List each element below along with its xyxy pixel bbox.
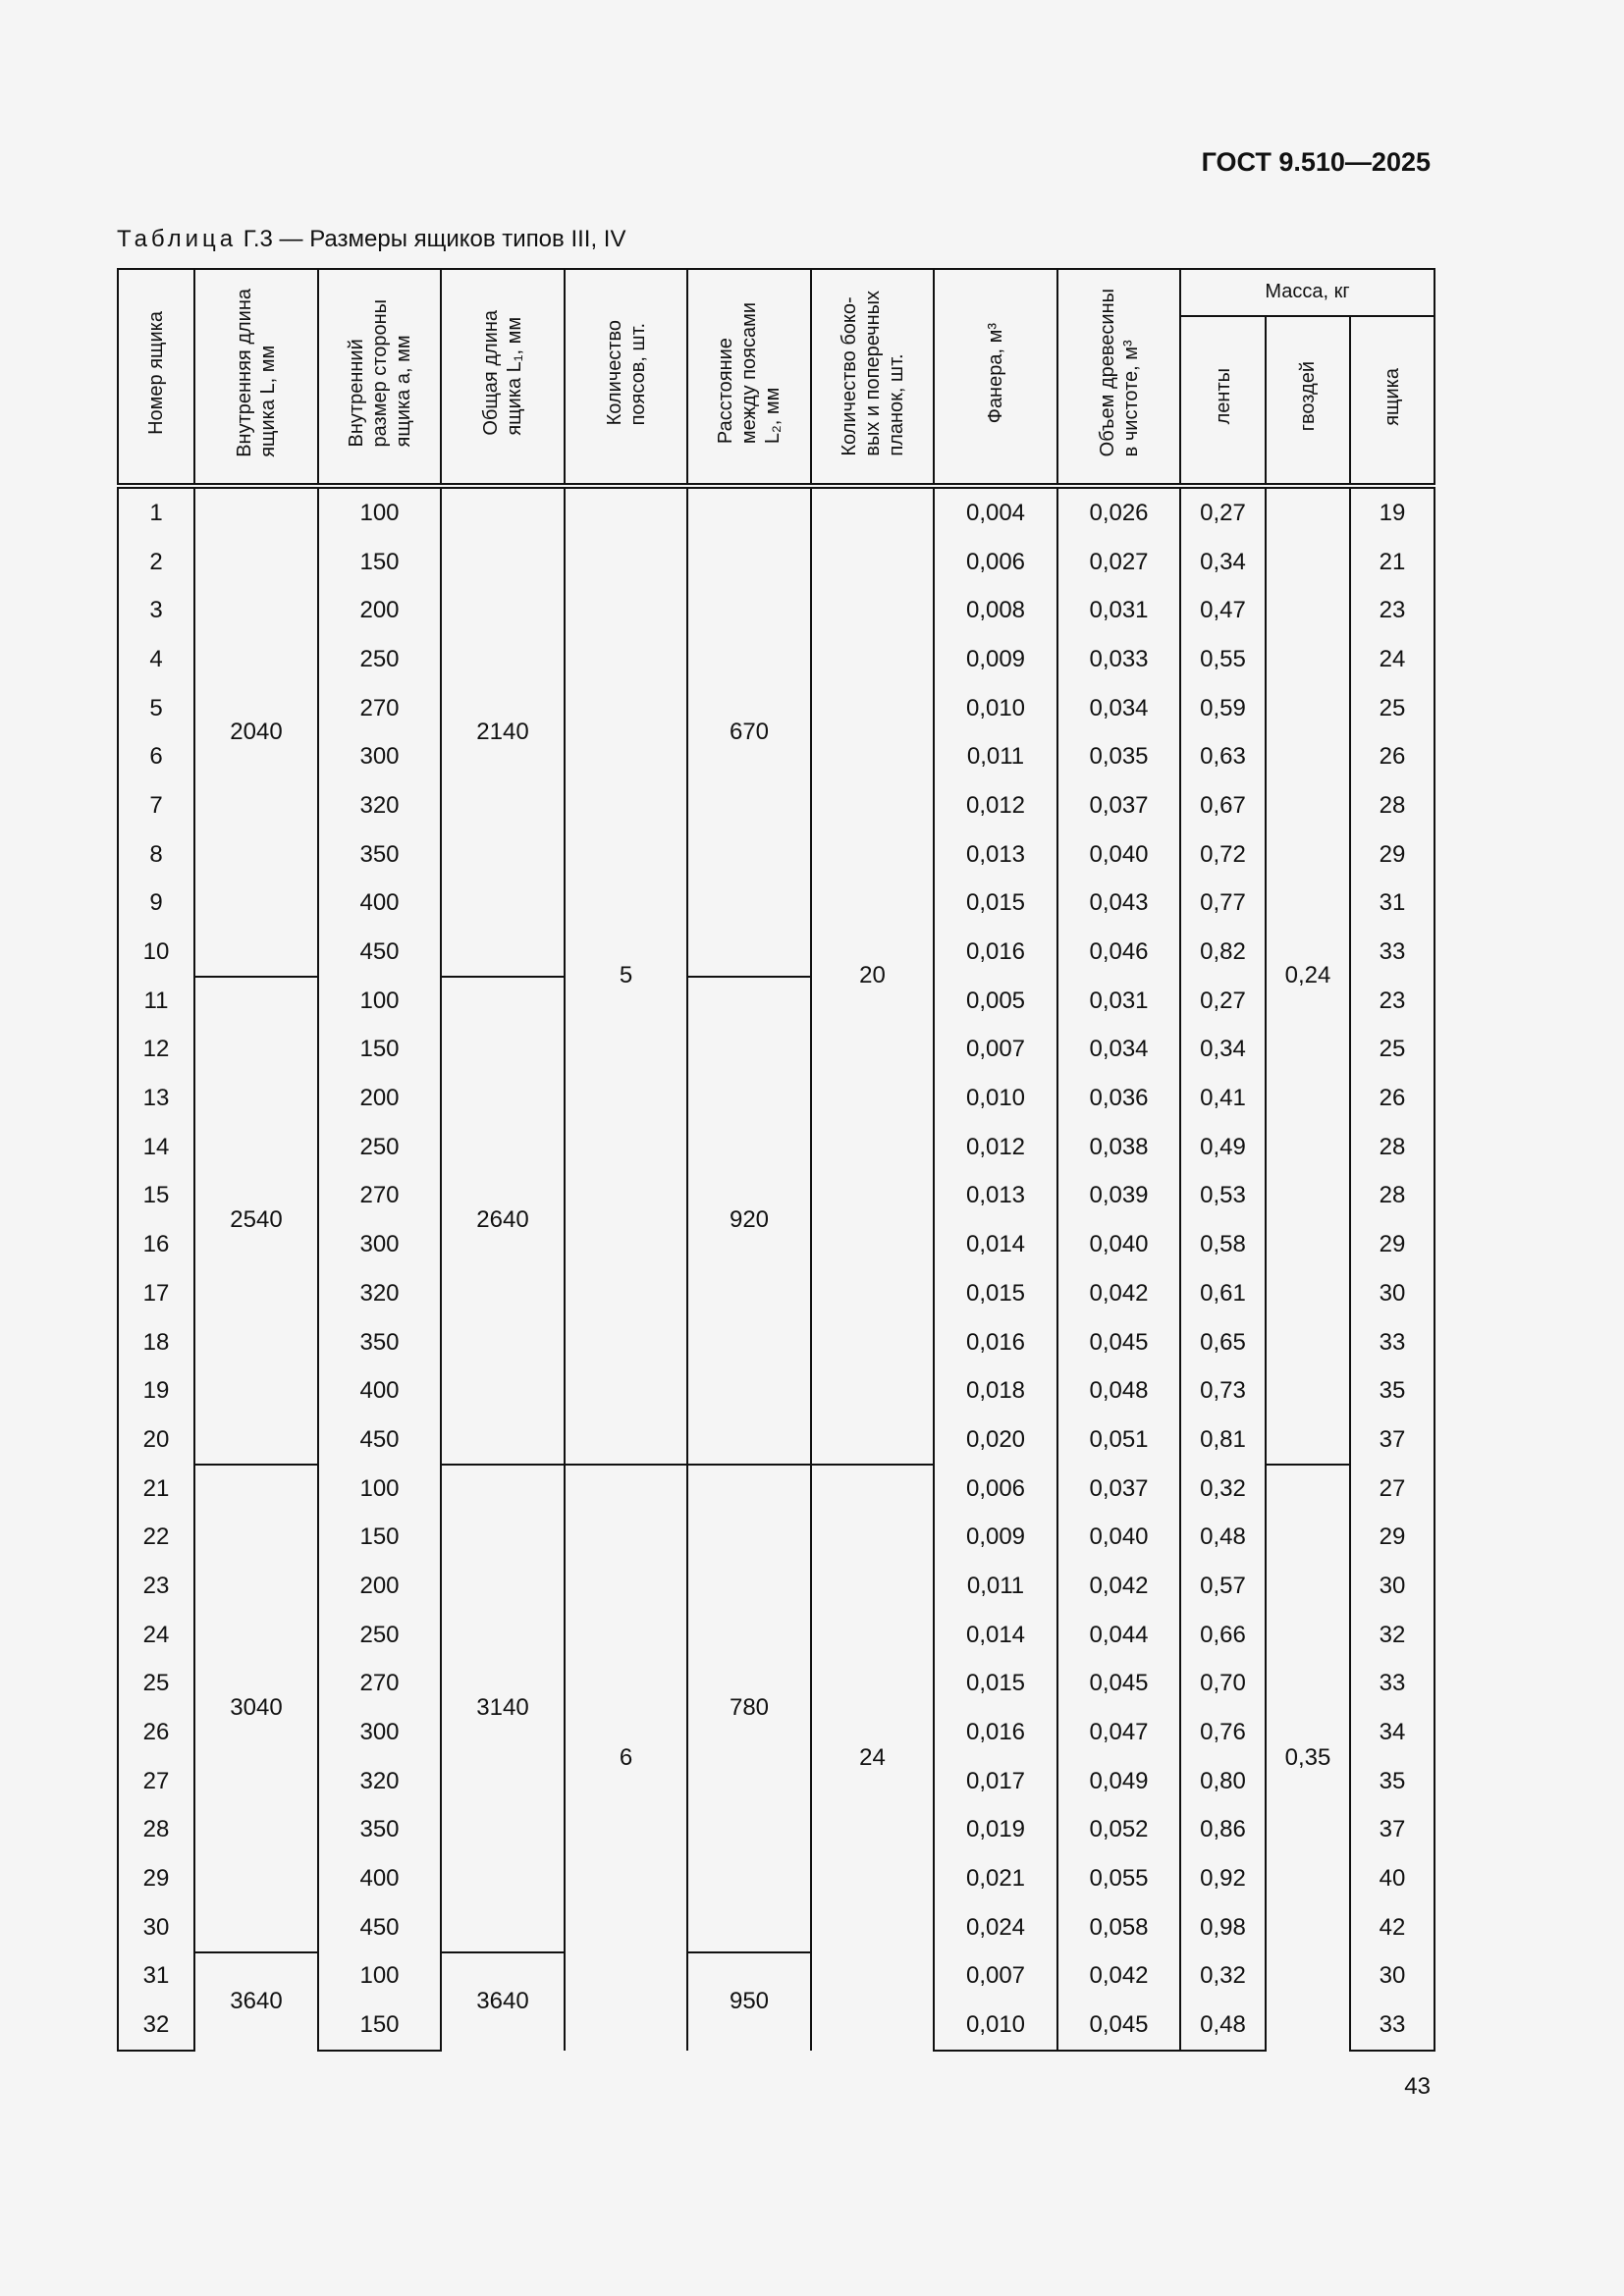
inner-side-cell: 350 [318,830,441,880]
tape-mass-cell: 0,98 [1180,1903,1266,1952]
plywood-cell: 0,011 [934,1562,1057,1611]
wood-volume-cell: 0,040 [1057,1513,1180,1562]
inner-side-cell: 150 [318,1513,441,1562]
table-row [118,977,1435,1026]
tape-mass-cell: 0,67 [1180,781,1266,830]
box-number-cell: 1 [118,486,194,538]
wood-volume-cell: 0,037 [1057,1465,1180,1514]
wood-volume-cell: 0,048 [1057,1366,1180,1415]
plywood-cell: 0,004 [934,486,1057,538]
inner-side-cell: 400 [318,880,441,929]
inner-side-cell: 100 [318,486,441,538]
inner-side-cell: 400 [318,1854,441,1903]
plywood-cell: 0,009 [934,1513,1057,1562]
tape-mass-cell: 0,32 [1180,1465,1266,1514]
col-header-inner-length: Внутренняя длина ящика L, мм [194,269,318,486]
col-header-belt-distance: Расстояние между поясами L₂, мм [687,269,811,486]
box-mass-cell: 25 [1350,1026,1435,1075]
inner-side-cell: 450 [318,1415,441,1465]
plywood-cell: 0,015 [934,1269,1057,1318]
box-mass-cell: 30 [1350,1562,1435,1611]
col-header-nomer: Номер ящика [118,269,194,486]
box-mass-cell: 25 [1350,684,1435,733]
wood-volume-cell: 0,036 [1057,1074,1180,1123]
plywood-cell: 0,016 [934,928,1057,977]
box-number-cell: 3 [118,586,194,635]
wood-volume-cell: 0,051 [1057,1415,1180,1465]
plywood-cell: 0,009 [934,635,1057,684]
wood-volume-cell: 0,043 [1057,880,1180,929]
box-mass-cell: 32 [1350,1611,1435,1660]
table-body [118,486,1435,2051]
tape-mass-cell: 0,58 [1180,1220,1266,1269]
inner-side-cell: 320 [318,1269,441,1318]
box-number-cell: 31 [118,1952,194,2002]
box-number-cell: 25 [118,1660,194,1709]
inner-side-cell: 250 [318,1123,441,1172]
box-number-cell: 18 [118,1318,194,1367]
box-mass-cell: 34 [1350,1708,1435,1757]
col-header-wood-volume: Объем древесины в чистоте, м³ [1057,269,1180,486]
box-mass-cell: 33 [1350,1660,1435,1709]
box-number-cell: 6 [118,732,194,781]
total-length-cell: 3640 [441,1952,565,2051]
box-number-cell: 7 [118,781,194,830]
tape-mass-cell: 0,55 [1180,635,1266,684]
box-number-cell: 2 [118,538,194,587]
wood-volume-cell: 0,026 [1057,486,1180,538]
plywood-cell: 0,017 [934,1757,1057,1806]
wood-volume-cell: 0,037 [1057,781,1180,830]
total-length-cell: 2140 [441,486,565,977]
plywood-cell: 0,012 [934,781,1057,830]
inner-length-cell: 3040 [194,1465,318,1952]
slats-count-cell: 24 [811,1465,934,2051]
inner-side-cell: 200 [318,586,441,635]
wood-volume-cell: 0,046 [1057,928,1180,977]
wood-volume-cell: 0,042 [1057,1952,1180,2002]
table-caption-text: Г.3 — Размеры ящиков типов III, IV [243,226,626,252]
col-header-plywood: Фанера, м³ [934,269,1057,486]
inner-side-cell: 350 [318,1318,441,1367]
tape-mass-cell: 0,32 [1180,1952,1266,2002]
box-number-cell: 4 [118,635,194,684]
wood-volume-cell: 0,034 [1057,1026,1180,1075]
boxes-table [117,268,1435,2052]
box-mass-cell: 33 [1350,1318,1435,1367]
inner-side-cell: 300 [318,732,441,781]
nails-mass-cell: 0,35 [1266,1465,1350,2051]
wood-volume-cell: 0,055 [1057,1854,1180,1903]
tape-mass-cell: 0,49 [1180,1123,1266,1172]
plywood-cell: 0,015 [934,1660,1057,1709]
total-length-cell: 2640 [441,977,565,1465]
tape-mass-cell: 0,72 [1180,830,1266,880]
col-header-mass: Масса, кг [1180,269,1435,316]
tape-mass-cell: 0,77 [1180,880,1266,929]
tape-mass-cell: 0,34 [1180,538,1266,587]
tape-mass-cell: 0,34 [1180,1026,1266,1075]
inner-side-cell: 270 [318,684,441,733]
belts-count-cell: 5 [565,486,687,1465]
inner-side-cell: 320 [318,781,441,830]
col-header-mass-box: ящика [1350,316,1435,486]
plywood-cell: 0,013 [934,830,1057,880]
box-number-cell: 26 [118,1708,194,1757]
inner-side-cell: 300 [318,1708,441,1757]
tape-mass-cell: 0,63 [1180,732,1266,781]
table-caption-prefix: Таблица [117,226,238,252]
wood-volume-cell: 0,034 [1057,684,1180,733]
wood-volume-cell: 0,042 [1057,1269,1180,1318]
plywood-cell: 0,006 [934,1465,1057,1514]
wood-volume-cell: 0,058 [1057,1903,1180,1952]
plywood-cell: 0,007 [934,1952,1057,2002]
tape-mass-cell: 0,48 [1180,1513,1266,1562]
wood-volume-cell: 0,045 [1057,1660,1180,1709]
col-header-total-length: Общая длина ящика L₁, мм [441,269,565,486]
box-number-cell: 14 [118,1123,194,1172]
inner-side-cell: 150 [318,2001,441,2051]
plywood-cell: 0,014 [934,1220,1057,1269]
box-mass-cell: 33 [1350,2001,1435,2051]
inner-side-cell: 250 [318,1611,441,1660]
plywood-cell: 0,019 [934,1806,1057,1855]
table-row [118,1952,1435,2002]
wood-volume-cell: 0,027 [1057,538,1180,587]
box-mass-cell: 30 [1350,1952,1435,2002]
box-mass-cell: 28 [1350,1123,1435,1172]
wood-volume-cell: 0,035 [1057,732,1180,781]
box-mass-cell: 37 [1350,1415,1435,1465]
tape-mass-cell: 0,82 [1180,928,1266,977]
box-number-cell: 8 [118,830,194,880]
tape-mass-cell: 0,92 [1180,1854,1266,1903]
box-number-cell: 9 [118,880,194,929]
col-header-slats-count: Количество боко- вых и поперечных планок, шт. [811,269,934,486]
box-mass-cell: 19 [1350,486,1435,538]
inner-side-cell: 200 [318,1074,441,1123]
col-header-mass-tape: ленты [1180,316,1266,486]
box-mass-cell: 42 [1350,1903,1435,1952]
tape-mass-cell: 0,65 [1180,1318,1266,1367]
belts-count-cell: 6 [565,1465,687,2051]
tape-mass-cell: 0,59 [1180,684,1266,733]
total-length-cell: 3140 [441,1465,565,1952]
plywood-cell: 0,016 [934,1318,1057,1367]
box-number-cell: 22 [118,1513,194,1562]
plywood-cell: 0,010 [934,1074,1057,1123]
inner-side-cell: 400 [318,1366,441,1415]
plywood-cell: 0,015 [934,880,1057,929]
tape-mass-cell: 0,81 [1180,1415,1266,1465]
wood-volume-cell: 0,040 [1057,830,1180,880]
plywood-cell: 0,005 [934,977,1057,1026]
tape-mass-cell: 0,47 [1180,586,1266,635]
box-number-cell: 11 [118,977,194,1026]
box-number-cell: 30 [118,1903,194,1952]
plywood-cell: 0,024 [934,1903,1057,1952]
tape-mass-cell: 0,80 [1180,1757,1266,1806]
inner-side-cell: 100 [318,1465,441,1514]
tape-mass-cell: 0,66 [1180,1611,1266,1660]
table-row [118,1465,1435,1514]
box-mass-cell: 31 [1350,880,1435,929]
table-row [118,486,1435,538]
wood-volume-cell: 0,031 [1057,977,1180,1026]
wood-volume-cell: 0,045 [1057,2001,1180,2051]
wood-volume-cell: 0,044 [1057,1611,1180,1660]
wood-volume-cell: 0,045 [1057,1318,1180,1367]
tape-mass-cell: 0,70 [1180,1660,1266,1709]
box-number-cell: 32 [118,2001,194,2051]
box-mass-cell: 35 [1350,1366,1435,1415]
inner-side-cell: 450 [318,928,441,977]
inner-side-cell: 450 [318,1903,441,1952]
box-mass-cell: 29 [1350,1513,1435,1562]
box-mass-cell: 33 [1350,928,1435,977]
box-number-cell: 27 [118,1757,194,1806]
tape-mass-cell: 0,61 [1180,1269,1266,1318]
plywood-cell: 0,011 [934,732,1057,781]
box-mass-cell: 26 [1350,1074,1435,1123]
box-mass-cell: 26 [1350,732,1435,781]
box-number-cell: 17 [118,1269,194,1318]
plywood-cell: 0,006 [934,538,1057,587]
box-number-cell: 29 [118,1854,194,1903]
nails-mass-cell: 0,24 [1266,486,1350,1465]
belt-distance-cell: 920 [687,977,811,1465]
box-number-cell: 10 [118,928,194,977]
box-mass-cell: 35 [1350,1757,1435,1806]
table-caption [117,226,625,253]
plywood-cell: 0,010 [934,2001,1057,2051]
wood-volume-cell: 0,047 [1057,1708,1180,1757]
belt-distance-cell: 670 [687,486,811,977]
col-header-mass-nails: гвоздей [1266,316,1350,486]
slats-count-cell: 20 [811,486,934,1465]
tape-mass-cell: 0,76 [1180,1708,1266,1757]
plywood-cell: 0,010 [934,684,1057,733]
wood-volume-cell: 0,033 [1057,635,1180,684]
wood-volume-cell: 0,040 [1057,1220,1180,1269]
plywood-cell: 0,020 [934,1415,1057,1465]
box-mass-cell: 23 [1350,586,1435,635]
box-mass-cell: 28 [1350,781,1435,830]
box-number-cell: 13 [118,1074,194,1123]
col-header-belts-count: Количество поясов, шт. [565,269,687,486]
plywood-cell: 0,018 [934,1366,1057,1415]
plywood-cell: 0,008 [934,586,1057,635]
inner-side-cell: 350 [318,1806,441,1855]
box-number-cell: 19 [118,1366,194,1415]
inner-side-cell: 270 [318,1660,441,1709]
plywood-cell: 0,012 [934,1123,1057,1172]
box-mass-cell: 40 [1350,1854,1435,1903]
tape-mass-cell: 0,53 [1180,1172,1266,1221]
inner-side-cell: 200 [318,1562,441,1611]
box-number-cell: 21 [118,1465,194,1514]
wood-volume-cell: 0,038 [1057,1123,1180,1172]
tape-mass-cell: 0,57 [1180,1562,1266,1611]
tape-mass-cell: 0,41 [1180,1074,1266,1123]
inner-side-cell: 100 [318,977,441,1026]
inner-length-cell: 2040 [194,486,318,977]
inner-side-cell: 250 [318,635,441,684]
box-mass-cell: 29 [1350,830,1435,880]
col-header-inner-side: Внутренний размер стороны ящика a, мм [318,269,441,486]
tape-mass-cell: 0,86 [1180,1806,1266,1855]
tape-mass-cell: 0,73 [1180,1366,1266,1415]
tape-mass-cell: 0,48 [1180,2001,1266,2051]
box-number-cell: 15 [118,1172,194,1221]
box-mass-cell: 37 [1350,1806,1435,1855]
wood-volume-cell: 0,042 [1057,1562,1180,1611]
box-mass-cell: 23 [1350,977,1435,1026]
box-number-cell: 12 [118,1026,194,1075]
wood-volume-cell: 0,039 [1057,1172,1180,1221]
box-number-cell: 5 [118,684,194,733]
belt-distance-cell: 950 [687,1952,811,2051]
box-number-cell: 16 [118,1220,194,1269]
inner-side-cell: 150 [318,538,441,587]
box-number-cell: 24 [118,1611,194,1660]
box-mass-cell: 30 [1350,1269,1435,1318]
plywood-cell: 0,007 [934,1026,1057,1075]
inner-length-cell: 2540 [194,977,318,1465]
inner-side-cell: 270 [318,1172,441,1221]
box-number-cell: 20 [118,1415,194,1465]
plywood-cell: 0,016 [934,1708,1057,1757]
box-mass-cell: 21 [1350,538,1435,587]
belt-distance-cell: 780 [687,1465,811,1952]
plywood-cell: 0,021 [934,1854,1057,1903]
box-mass-cell: 28 [1350,1172,1435,1221]
box-mass-cell: 29 [1350,1220,1435,1269]
inner-side-cell: 100 [318,1952,441,2002]
inner-side-cell: 320 [318,1757,441,1806]
wood-volume-cell: 0,049 [1057,1757,1180,1806]
plywood-cell: 0,014 [934,1611,1057,1660]
plywood-cell: 0,013 [934,1172,1057,1221]
inner-length-cell: 3640 [194,1952,318,2051]
box-mass-cell: 27 [1350,1465,1435,1514]
wood-volume-cell: 0,052 [1057,1806,1180,1855]
box-mass-cell: 24 [1350,635,1435,684]
page-number: 43 [1404,2073,1431,2100]
wood-volume-cell: 0,031 [1057,586,1180,635]
box-number-cell: 23 [118,1562,194,1611]
tape-mass-cell: 0,27 [1180,977,1266,1026]
tape-mass-cell: 0,27 [1180,486,1266,538]
inner-side-cell: 150 [318,1026,441,1075]
box-number-cell: 28 [118,1806,194,1855]
inner-side-cell: 300 [318,1220,441,1269]
document-code: ГОСТ 9.510—2025 [1201,147,1431,177]
